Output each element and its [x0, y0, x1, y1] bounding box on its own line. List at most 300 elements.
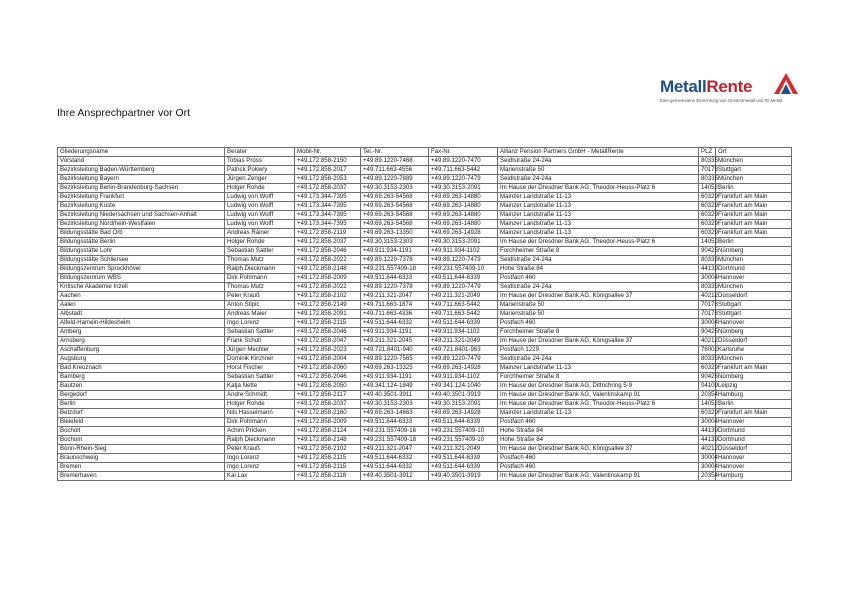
cell-berater: Patrick Pokwry — [225, 166, 295, 175]
cell-tel: +49.40.3501-3911 — [361, 391, 429, 400]
cell-ort: Stuttgart — [716, 301, 792, 310]
table-row — [58, 229, 792, 238]
cell-mobil: +49.172.858-2047 — [295, 337, 361, 346]
header-gliederungsname: Gliederungsname — [58, 148, 225, 157]
cell-gliederungsname: Bildungszentrum Sprockhövel — [58, 265, 225, 274]
cell-fax: +49.911.934-1102 — [429, 247, 498, 256]
cell-plz: 80335 — [699, 283, 716, 292]
contacts-table — [57, 147, 792, 481]
table-row — [58, 472, 792, 481]
cell-anschrift: Postfach 1229 — [498, 346, 699, 355]
table-row — [58, 202, 792, 211]
cell-plz: 20354 — [699, 391, 716, 400]
cell-fax: +49.711.663-5442 — [429, 301, 498, 310]
cell-tel: +49.69.263-54568 — [361, 202, 429, 211]
cell-berater: Ingo Lorenz — [225, 463, 295, 472]
cell-tel: +49.341.124-1849 — [361, 382, 429, 391]
cell-mobil: +49.172.858-2148 — [295, 436, 361, 445]
cell-ort: Hannover — [716, 319, 792, 328]
cell-anschrift: Seidlstraße 24-24a — [498, 175, 699, 184]
cell-tel: +49.511.644-6332 — [361, 319, 429, 328]
cell-ort: Stuttgart — [716, 310, 792, 319]
cell-fax: +49.511.644-6339 — [429, 418, 498, 427]
cell-mobil: +49.172.858-2004 — [295, 355, 361, 364]
cell-fax: +49.341.124-1040 — [429, 382, 498, 391]
cell-ort: München — [716, 175, 792, 184]
cell-ort: Hamburg — [716, 472, 792, 481]
cell-tel: +49.231.557409-18 — [361, 265, 429, 274]
table-row — [58, 310, 792, 319]
cell-gliederungsname: Bildungsstätte Lohr — [58, 247, 225, 256]
cell-gliederungsname: Bamberg — [58, 373, 225, 382]
cell-ort: Frankfurt am Main — [716, 211, 792, 220]
header-mobil: Mobil-Nr. — [295, 148, 361, 157]
cell-plz: 14052 — [699, 184, 716, 193]
cell-tel: +49.89.1220-7378 — [361, 283, 429, 292]
cell-fax: +49.911.934-1102 — [429, 373, 498, 382]
cell-ort: Nürnberg — [716, 328, 792, 337]
cell-gliederungsname: Bremerhaven — [58, 472, 225, 481]
cell-berater: Ralph Dieckmann — [225, 265, 295, 274]
cell-anschrift: Mainzer Landstraße 11-13 — [498, 193, 699, 202]
table-row — [58, 247, 792, 256]
cell-tel: +49.911.934-1191 — [361, 373, 429, 382]
cell-mobil: +49.172.858-2023 — [295, 346, 361, 355]
table-row — [58, 184, 792, 193]
table-row — [58, 409, 792, 418]
cell-anschrift: Seidlstraße 24-24a — [498, 256, 699, 265]
cell-berater: Holger Rohde — [225, 238, 295, 247]
cell-fax: +49.89.1220-7479 — [429, 283, 498, 292]
cell-berater: Dominik Kirchner — [225, 355, 295, 364]
cell-fax: +49.511.644-6339 — [429, 463, 498, 472]
cell-tel: +49.211.321-2047 — [361, 292, 429, 301]
cell-ort: Dortmund — [716, 427, 792, 436]
cell-gliederungsname: Bezirksleitung Berlin-Brandenburg-Sachsen — [58, 184, 225, 193]
cell-berater: Nils Hasselmann — [225, 409, 295, 418]
cell-anschrift: Im Hause der Dresdner Bank AG, Theodor-Heuss-Platz 6 — [498, 238, 699, 247]
cell-plz: 70178 — [699, 166, 716, 175]
table-row — [58, 274, 792, 283]
cell-fax: +49.511.644-6339 — [429, 274, 498, 283]
cell-tel: +49.30.3153-2303 — [361, 184, 429, 193]
cell-tel: +49.69.263-54568 — [361, 193, 429, 202]
table-row — [58, 427, 792, 436]
cell-anschrift: Im Hause der Dresdner Bank AG, Königsallee 37 — [498, 445, 699, 454]
cell-anschrift: Im Hause der Dresdner Bank AG, Königsallee 37 — [498, 337, 699, 346]
cell-berater: Ralph Dieckmann — [225, 436, 295, 445]
cell-plz: 30004 — [699, 319, 716, 328]
cell-gliederungsname: Aschaffenburg — [58, 346, 225, 355]
cell-gliederungsname: Bildungszentrum WBS — [58, 274, 225, 283]
cell-ort: Nürnberg — [716, 373, 792, 382]
table-row — [58, 355, 792, 364]
cell-fax: +49.69.263-14880 — [429, 193, 498, 202]
cell-gliederungsname: Bildungsstätte Bad Orb — [58, 229, 225, 238]
cell-ort: Karlsruhe — [716, 346, 792, 355]
cell-anschrift: Mainzer Landstraße 11-13 — [498, 211, 699, 220]
cell-plz: 14052 — [699, 400, 716, 409]
cell-mobil: +49.172.858-2017 — [295, 166, 361, 175]
cell-fax: +49.40.3501-3919 — [429, 472, 498, 481]
cell-anschrift: Mainzer Landstraße 11-13 — [498, 202, 699, 211]
cell-ort: Dortmund — [716, 265, 792, 274]
cell-anschrift: Marienstraße 50 — [498, 310, 699, 319]
cell-mobil: +49.172.858-2037 — [295, 238, 361, 247]
cell-berater: Holger Rohde — [225, 400, 295, 409]
cell-anschrift: Postfach 460 — [498, 319, 699, 328]
cell-mobil: +49.172.858-2046 — [295, 247, 361, 256]
cell-fax: +49.89.1220-7470 — [429, 157, 498, 166]
cell-ort: Hannover — [716, 418, 792, 427]
cell-anschrift: Forchheimer Straße 8 — [498, 247, 699, 256]
cell-anschrift: Im Hause der Dresdner Bank AG, Königsallee 37 — [498, 292, 699, 301]
cell-ort: Düsseldorf — [716, 292, 792, 301]
table-row — [58, 238, 792, 247]
cell-berater: Thomas Mutz — [225, 283, 295, 292]
cell-ort: Düsseldorf — [716, 445, 792, 454]
cell-anschrift: Postfach 460 — [498, 454, 699, 463]
cell-gliederungsname: Bildungsstätte Schliersee — [58, 256, 225, 265]
cell-ort: Berlin — [716, 400, 792, 409]
cell-gliederungsname: Bezirksleitung Baden-Württemberg — [58, 166, 225, 175]
cell-anschrift: Postfach 460 — [498, 463, 699, 472]
page-title: Ihre Ansprechpartner vor Ort — [57, 107, 191, 119]
cell-fax: +49.911.934-1102 — [429, 328, 498, 337]
cell-mobil: +49.172.858-2118 — [295, 472, 361, 481]
cell-berater: Ingo Lorenz — [225, 319, 295, 328]
cell-fax: +49.30.3153-2091 — [429, 238, 498, 247]
cell-plz: 80335 — [699, 175, 716, 184]
cell-berater: Jürgen Mechler — [225, 346, 295, 355]
header-berater: Berater — [225, 148, 295, 157]
table-row — [58, 418, 792, 427]
cell-anschrift: Seidlstraße 24-24a — [498, 283, 699, 292]
cell-anschrift: Im Hause der Dresdner Bank AG, Valentinskamp 91 — [498, 391, 699, 400]
cell-berater: Horst Fischer — [225, 364, 295, 373]
cell-tel: +49.89.1220-7565 — [361, 355, 429, 364]
cell-tel: +49.69.263-54568 — [361, 211, 429, 220]
cell-ort: Stuttgart — [716, 166, 792, 175]
cell-plz: 30004 — [699, 463, 716, 472]
cell-mobil: +49.172.858-2102 — [295, 292, 361, 301]
table-row — [58, 157, 792, 166]
cell-gliederungsname: Bochum — [58, 436, 225, 445]
cell-tel: +49.721.8401-940 — [361, 346, 429, 355]
cell-ort: München — [716, 256, 792, 265]
cell-gliederungsname: Bielefeld — [58, 418, 225, 427]
cell-fax: +49.89.1220-7479 — [429, 256, 498, 265]
cell-tel: +49.511.644-6332 — [361, 463, 429, 472]
cell-tel: +49.711.663-4336 — [361, 310, 429, 319]
cell-fax: +49.511.644-6339 — [429, 454, 498, 463]
table-row — [58, 319, 792, 328]
table-row — [58, 256, 792, 265]
cell-berater: Tobias Pross — [225, 157, 295, 166]
cell-anschrift: Im Hause der Dresdner Bank AG, Dittrichring 5-9 — [498, 382, 699, 391]
cell-ort: Hamburg — [716, 391, 792, 400]
cell-anschrift: Hohe Straße 84 — [498, 265, 699, 274]
cell-ort: München — [716, 355, 792, 364]
cell-tel: +49.30.3153-2303 — [361, 238, 429, 247]
cell-tel: +49.89.1220-7468 — [361, 157, 429, 166]
cell-plz: 80335 — [699, 157, 716, 166]
cell-ort: München — [716, 283, 792, 292]
cell-anschrift: Seidlstraße 24-24a — [498, 157, 699, 166]
table-row — [58, 364, 792, 373]
cell-berater: Dirk Pohlmann — [225, 274, 295, 283]
cell-mobil: +49.172.858-2115 — [295, 463, 361, 472]
cell-gliederungsname: Bad Kreuznach — [58, 364, 225, 373]
table-row — [58, 337, 792, 346]
cell-tel: +49.69.263-13350 — [361, 229, 429, 238]
cell-mobil: +49.172.858-2091 — [295, 310, 361, 319]
cell-gliederungsname: Kritische Akademie Inzell — [58, 283, 225, 292]
cell-berater: Sebastian Sattler — [225, 373, 295, 382]
cell-mobil: +49.172.858-2022 — [295, 283, 361, 292]
cell-ort: Dortmund — [716, 436, 792, 445]
cell-ort: München — [716, 157, 792, 166]
logo-wordmark — [660, 77, 752, 97]
cell-gliederungsname: Bocholt — [58, 427, 225, 436]
cell-gliederungsname: Bergedorf — [58, 391, 225, 400]
cell-plz: 60329 — [699, 229, 716, 238]
cell-berater: Frank Scholl — [225, 337, 295, 346]
cell-ort: Leipzig — [716, 382, 792, 391]
table-row — [58, 193, 792, 202]
cell-anschrift: Forchheimer Straße 8 — [498, 373, 699, 382]
cell-anschrift: Postfach 460 — [498, 274, 699, 283]
cell-berater: Kai Lax — [225, 472, 295, 481]
logo-mark-icon — [773, 72, 799, 96]
cell-anschrift: Hohe Straße 84 — [498, 436, 699, 445]
cell-fax: +49.89.1220-7479 — [429, 355, 498, 364]
cell-tel: +49.211.321-2047 — [361, 445, 429, 454]
cell-plz: 40212 — [699, 292, 716, 301]
cell-berater: Jürgen Zenger — [225, 175, 295, 184]
cell-anschrift: Mainzer Landstraße 11-13 — [498, 229, 699, 238]
cell-berater: Thomas Mutz — [225, 256, 295, 265]
cell-gliederungsname: Bonn-Rhein-Sieg — [58, 445, 225, 454]
cell-fax: +49.511.644-6339 — [429, 319, 498, 328]
table-row — [58, 175, 792, 184]
cell-mobil: +49.172.858-2060 — [295, 364, 361, 373]
cell-fax: +49.211.321-2049 — [429, 445, 498, 454]
cell-gliederungsname: Arnsberg — [58, 337, 225, 346]
cell-tel: +49.30.3153-2303 — [361, 400, 429, 409]
cell-mobil: +49.172.858-2102 — [295, 445, 361, 454]
table-row — [58, 292, 792, 301]
cell-mobil: +49.172.858-2022 — [295, 256, 361, 265]
cell-anschrift: Seidlstraße 24-24a — [498, 355, 699, 364]
cell-ort: Frankfurt am Main — [716, 193, 792, 202]
cell-mobil: +49.172.858-2009 — [295, 274, 361, 283]
cell-plz: 90425 — [699, 328, 716, 337]
table-row — [58, 463, 792, 472]
header-plz: PLZ — [699, 148, 716, 157]
cell-plz: 04109 — [699, 382, 716, 391]
cell-tel: +49.511.644-6333 — [361, 418, 429, 427]
cell-mobil: +49.172.858-2037 — [295, 184, 361, 193]
cell-anschrift: Im Hause der Dresdner Bank AG, Theodor-Heuss-Platz 6 — [498, 400, 699, 409]
cell-gliederungsname: Bautzen — [58, 382, 225, 391]
table-row — [58, 265, 792, 274]
cell-plz: 40212 — [699, 445, 716, 454]
cell-plz: 80335 — [699, 256, 716, 265]
cell-gliederungsname: Bezirksleitung Nordrhein-Westfalen — [58, 220, 225, 229]
cell-gliederungsname: Albstadt — [58, 310, 225, 319]
cell-tel: +49.511.644-6333 — [361, 274, 429, 283]
table-row — [58, 391, 792, 400]
cell-mobil: +49.172.858-2115 — [295, 454, 361, 463]
cell-plz: 30004 — [699, 454, 716, 463]
cell-gliederungsname: Berlin — [58, 400, 225, 409]
cell-mobil: +49.172.858-2053 — [295, 175, 361, 184]
cell-plz: 20354 — [699, 472, 716, 481]
cell-tel: +49.69.263-14663 — [361, 409, 429, 418]
cell-gliederungsname: Aachen — [58, 292, 225, 301]
cell-fax: +49.231.557409-10 — [429, 427, 498, 436]
cell-gliederungsname: Amberg — [58, 328, 225, 337]
cell-berater: Dirk Pohlmann — [225, 418, 295, 427]
cell-anschrift: Mainzer Landstraße 11-13 — [498, 409, 699, 418]
cell-mobil: +49.172.858-2046 — [295, 328, 361, 337]
cell-ort: Frankfurt am Main — [716, 409, 792, 418]
table-row — [58, 166, 792, 175]
cell-mobil: +49.173.344-7395 — [295, 193, 361, 202]
cell-mobil: +49.173.344-7395 — [295, 211, 361, 220]
table-row — [58, 301, 792, 310]
cell-ort: Frankfurt am Main — [716, 229, 792, 238]
cell-tel: +49.711.663-4556 — [361, 166, 429, 175]
cell-anschrift: Im Hause der Dresdner Bank AG, Theodor-Heuss-Platz 6 — [498, 184, 699, 193]
cell-berater: Sebastian Sattler — [225, 247, 295, 256]
cell-plz: 60329 — [699, 193, 716, 202]
cell-fax: +49.30.3153-2091 — [429, 400, 498, 409]
cell-ort: Berlin — [716, 238, 792, 247]
cell-gliederungsname: Bezirksleitung Küste — [58, 202, 225, 211]
table-row — [58, 454, 792, 463]
cell-plz: 90425 — [699, 247, 716, 256]
header-fax: Fax-Nr. — [429, 148, 498, 157]
cell-mobil: +49.173.344-7395 — [295, 220, 361, 229]
cell-anschrift: Postfach 460 — [498, 418, 699, 427]
cell-anschrift: Hohe Straße 84 — [498, 427, 699, 436]
cell-gliederungsname: Aalen — [58, 301, 225, 310]
cell-fax: +49.69.263-14880 — [429, 202, 498, 211]
cell-gliederungsname: Betzdorf — [58, 409, 225, 418]
cell-berater: Ludwig von Wolff — [225, 211, 295, 220]
cell-ort: Frankfurt am Main — [716, 220, 792, 229]
header-anschrift: Allianz Pension Partners GmbH - MetallRente — [498, 148, 699, 157]
cell-fax: +49.69.263-14928 — [429, 409, 498, 418]
cell-gliederungsname: Braunschweig — [58, 454, 225, 463]
cell-fax: +49.211.321-2049 — [429, 337, 498, 346]
cell-gliederungsname: Alfeld-Hameln-Hildesheim — [58, 319, 225, 328]
cell-berater: Ludwig von Wolff — [225, 220, 295, 229]
cell-plz: 76002 — [699, 346, 716, 355]
cell-anschrift: Marienstraße 50 — [498, 301, 699, 310]
table-row — [58, 436, 792, 445]
cell-gliederungsname: Vorstand — [58, 157, 225, 166]
cell-mobil: +49.172.858-2160 — [295, 409, 361, 418]
metallrente-logo — [660, 72, 800, 112]
cell-mobil: +49.172.858-2117 — [295, 391, 361, 400]
cell-anschrift: Im Hause der Dresdner Bank AG, Valentinskamp 91 — [498, 472, 699, 481]
cell-tel: +49.69.263-54568 — [361, 220, 429, 229]
cell-gliederungsname: Bildungsstätte Berlin — [58, 238, 225, 247]
header-ort: Ort — [716, 148, 792, 157]
cell-plz: 44139 — [699, 427, 716, 436]
table-row — [58, 382, 792, 391]
cell-tel: +49.911.934-1191 — [361, 247, 429, 256]
table-header-row — [58, 148, 792, 157]
cell-fax: +49.89.1220-7479 — [429, 175, 498, 184]
cell-plz: 80335 — [699, 355, 716, 364]
cell-plz: 60329 — [699, 211, 716, 220]
cell-fax: +49.721.8401-963 — [429, 346, 498, 355]
cell-fax: +49.69.263-14928 — [429, 229, 498, 238]
table-row — [58, 400, 792, 409]
cell-plz: 44139 — [699, 265, 716, 274]
cell-ort: Hannover — [716, 454, 792, 463]
table-row — [58, 346, 792, 355]
cell-anschrift: Mainzer Landstraße 11-13 — [498, 220, 699, 229]
cell-ort: Berlin — [716, 184, 792, 193]
table-row — [58, 445, 792, 454]
cell-gliederungsname: Bezirksleitung Niedersachsen und Sachsen-Anhalt — [58, 211, 225, 220]
table-row — [58, 283, 792, 292]
cell-plz: 40212 — [699, 337, 716, 346]
cell-tel: +49.231.557409-18 — [361, 436, 429, 445]
cell-ort: Hannover — [716, 274, 792, 283]
cell-ort: Nürnberg — [716, 247, 792, 256]
cell-plz: 70178 — [699, 310, 716, 319]
cell-anschrift: Mainzer Landstraße 11-13 — [498, 364, 699, 373]
cell-mobil: +49.172.858-2149 — [295, 301, 361, 310]
cell-anschrift: Marienstraße 50 — [498, 166, 699, 175]
cell-fax: +49.30.3153-2091 — [429, 184, 498, 193]
cell-berater: Andreas Maier — [225, 310, 295, 319]
cell-plz: 60329 — [699, 202, 716, 211]
cell-mobil: +49.172.858-2124 — [295, 427, 361, 436]
cell-tel: +49.711.663-1874 — [361, 301, 429, 310]
cell-gliederungsname: Bezirksleitung Frankfurt — [58, 193, 225, 202]
table-row — [58, 373, 792, 382]
cell-berater: Peter Krauß — [225, 292, 295, 301]
cell-berater: Anton Stipic — [225, 301, 295, 310]
cell-fax: +49.69.263-14880 — [429, 220, 498, 229]
cell-fax: +49.211.321-2049 — [429, 292, 498, 301]
cell-tel: +49.89.1220-7378 — [361, 256, 429, 265]
cell-plz: 60329 — [699, 409, 716, 418]
cell-gliederungsname: Bremen — [58, 463, 225, 472]
cell-berater: Peter Krauß — [225, 445, 295, 454]
cell-tel: +49.40.3501-3912 — [361, 472, 429, 481]
cell-mobil: +49.172.858-2148 — [295, 265, 361, 274]
cell-mobil: +49.172.858-2050 — [295, 382, 361, 391]
cell-plz: 60329 — [699, 220, 716, 229]
cell-berater: Ludwig von Wolff — [225, 202, 295, 211]
cell-plz: 70178 — [699, 301, 716, 310]
cell-fax: +49.231.557409-10 — [429, 265, 498, 274]
table-row — [58, 328, 792, 337]
cell-fax: +49.231.557409-10 — [429, 436, 498, 445]
logo-wordmark-metall: Metall — [660, 77, 707, 96]
cell-mobil: +49.172.858-2009 — [295, 418, 361, 427]
cell-berater: Andre Schmidt — [225, 391, 295, 400]
cell-tel: +49.231.557409-16 — [361, 427, 429, 436]
